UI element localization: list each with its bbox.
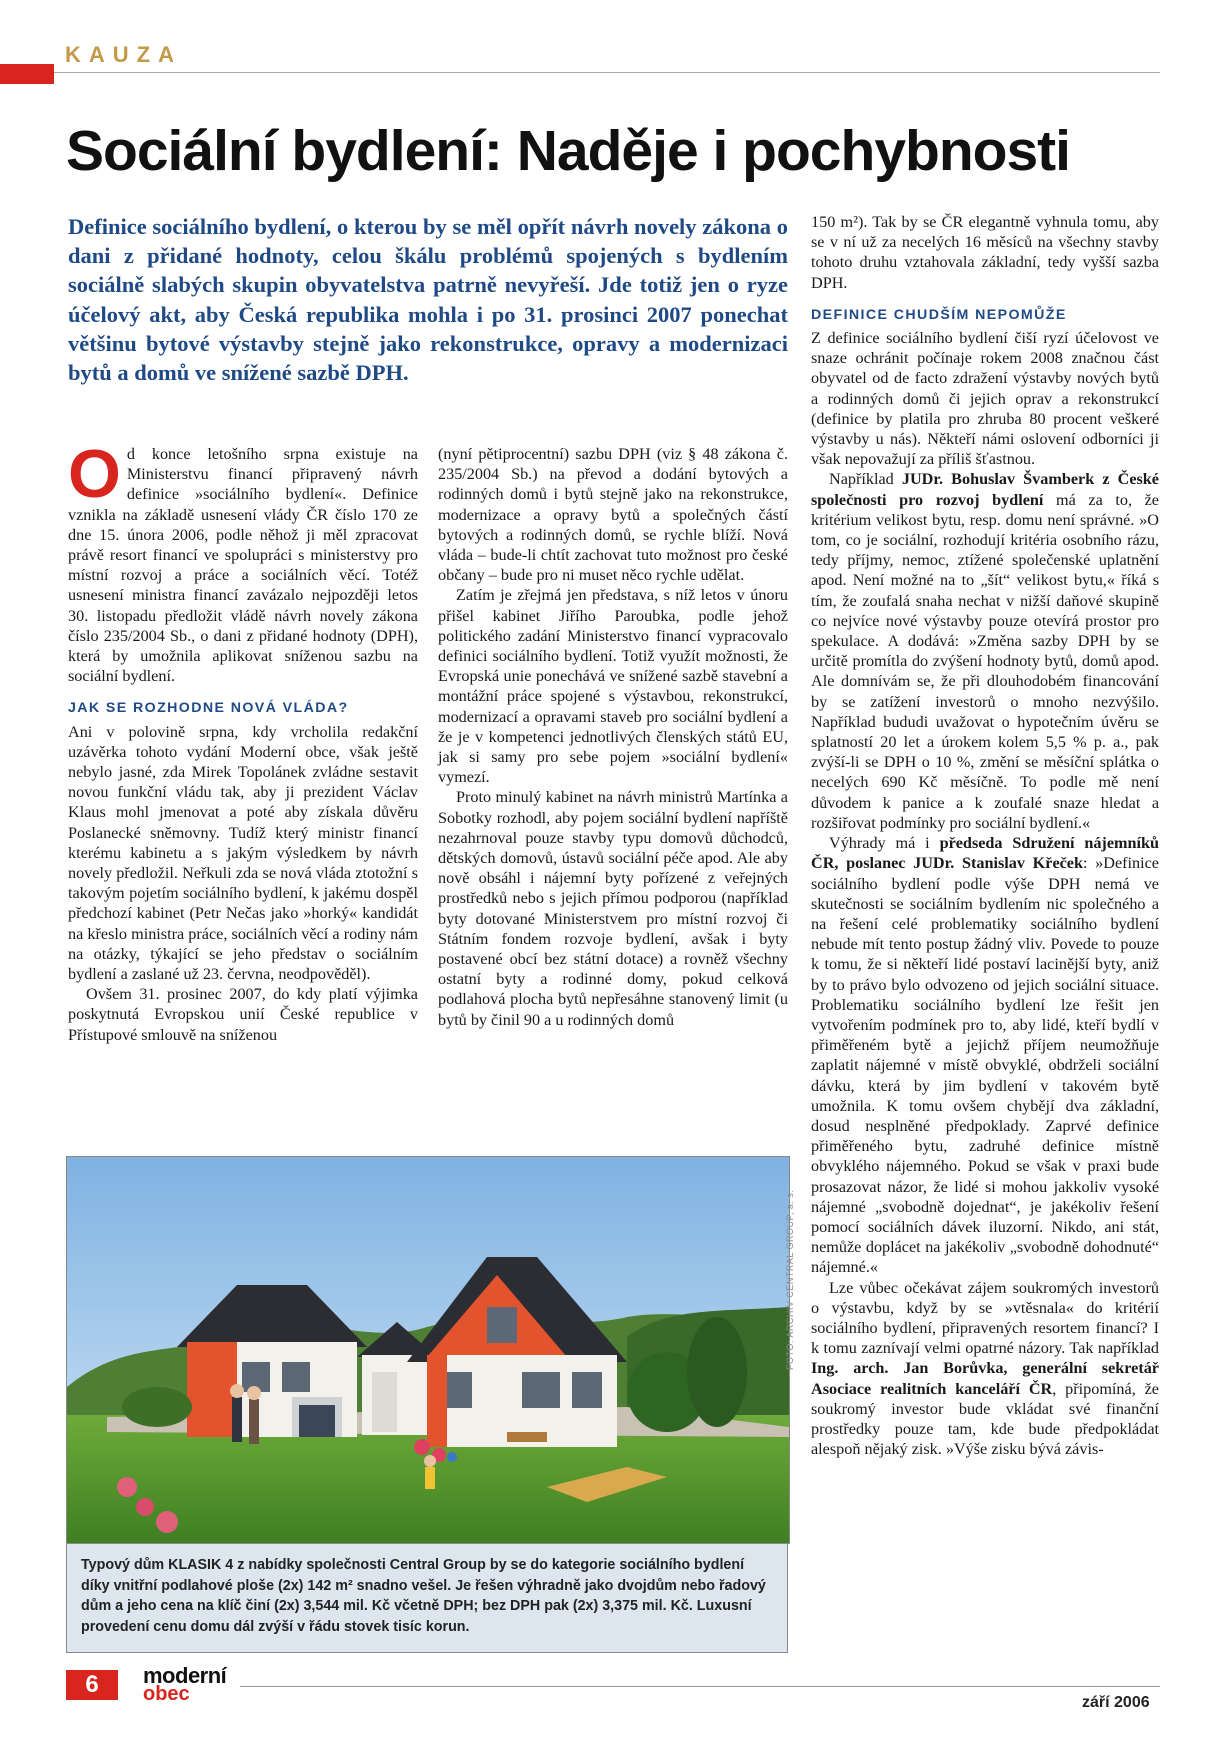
paragraph: 150 m²). Tak by se ČR elegantně vyhnula tomu, aby se v ní už za necelých 16 měsíců na všechny stavby tohoto druhu vztahovala základní, tedy vyšší sazba DPH. <box>811 213 1159 292</box>
paragraph: Například JUDr. Bohuslav Švamberk z České společnosti pro rozvoj bydlení má za to, že kritérium velikost bytu, resp. domu není správné. »O tom, co je sociální, rozhodují kritéria osobního rázu, tedy příjmy, nemoc, ztížené společenské uplatnění apod. Není možné na to „šít“ velikost bytu,« říká s tím, že zoufalá snaha nechat v nižší daňové skupině co nejvíce nové výstavby pouze otevírá prostor pro spekulace. A dodává: »Změna sazby DPH by se určitě promítla do zvýšení hodnoty bytů, domů apod. Ale domnívám se, že při dlouhodobém financování by se zatížení investorů o mnoho nezvýšilo. Například bududi uvažovat o hypotečním úvěru se splatností 20 let a úrokem kolem 5,5 % p. a., pak zvýší-li se DPH o 10 %, změní se měsíční splátka o necelých 690 Kč měsíčně. To podle mě není důvodem k panice a k zoufalé snaze hledat a rozšiřovat podmínky pro sociální bydlení.« <box>811 470 1159 832</box>
house-illustration <box>67 1157 789 1543</box>
paragraph: Ani v polovině srpna, kdy vrcholila redakční uzávěrka tohoto vydání Moderní obce, však ještě nebylo jasné, zda Mirek Topolánek zvládne sestavit novou funkční vládu tak, aby ji prezident Václav Klaus mohl jmenovat a poté aby získala důvěru Poslanecké sněmovny. Tudíž který ministr financí kterému kabinetu a s jakým výsledkem by návrh novely předložil. Neřkuli zda se nová vláda ztotožní s takovým pojetím sociálního bydlení, k jakému dospěl předchozí kabinet (Petr Nečas jako »horký« kandidát na křeslo ministra práce, sociálních věcí a rodiny nám na otázky, týkající se jeho představ o sociálním bydlení a zaslané už 23. června, neodpověděl). <box>68 722 418 984</box>
issue-date: září 2006 <box>1082 1694 1150 1711</box>
section-label: KAUZA <box>65 42 182 67</box>
section-color-mark <box>0 64 54 84</box>
paragraph: d konce letošního srpna existuje na Ministerstvu financí připravený návrh definice »sociálního bydlení«. Definice vznikla na základě usnesení vlády ČR číslo 170 ze dne 15. února 2006, podle něhož ji měl zpracovat právě resort financí ve spolupráci s ministerstvy pro místní rozvoj a práce a sociálních věcí. Totéž usnesení ministra financí zavázalo nejpozději letos 30. listopadu předložit vládě návrh novely zákona číslo 235/2004 Sb., o dani z přidané hodnoty (DPH), která by umožnila aplikovat sníženou sazbu na sociální bydlení. <box>68 445 418 686</box>
article-column-2 <box>438 444 788 1030</box>
photo-caption: Typový dům KLASIK 4 z nabídky společnosti Central Group by se do kategorie sociálního bydlení díky vnitřní podlahové ploše (2x) 142 m² snadno vešel. Je řešen výhradně jako dvojdům nebo řadový dům a jeho cena na klíč činí (2x) 3,544 mil. Kč včetně DPH; bez DPH pak (2x) 3,375 mil. Kč. Luxusní provedení cenu domu dál zvýší v řádu stovek tisíc korun. <box>66 1543 788 1653</box>
article-title: Sociální bydlení: Naděje i pochybnosti <box>66 119 1071 183</box>
section-heading: DEFINICE CHUDŠÍM NEPOMŮŽE <box>811 306 1067 323</box>
quoted-person: Ing. arch. Jan Borůvka, generální sekretář Asociace realitních kanceláří ČR <box>811 1359 1159 1398</box>
article-lead: Definice sociálního bydlení, o kterou by se měl opřít návrh novely zákona o dani z přidané hodnoty, celou škálu problémů spojených s bydlením sociálně slabých skupin obyvatelstva patrně nevyřeší. Jde totiž jen o ryze účelový akt, aby Česká republika mohla i po 31. prosinci 2007 ponechat většinu bytové výstavby stejně jako rekonstrukce, opravy a modernizaci bytů a domů ve snížené sazbě DPH. <box>68 214 788 386</box>
magazine-logo-line2: obec <box>143 1683 190 1705</box>
quoted-person: JUDr. Bohuslav Švamberk z České společnosti pro rozvoj bydlení <box>811 470 1159 509</box>
footer-rule <box>240 1686 1160 1687</box>
page-number: 6 <box>66 1670 118 1700</box>
quoted-person: předseda Sdružení nájemníků ČR, poslanec JUDr. Stanislav Křeček <box>811 834 1159 873</box>
article-column-1 <box>68 436 418 1045</box>
section-heading: JAK SE ROZHODNE NOVÁ VLÁDA? <box>68 700 349 717</box>
house-photo <box>66 1156 790 1544</box>
photo-credit: FOTO: ARCHIV CENTRAL GROUP, a. s. <box>785 1189 795 1370</box>
paragraph: Výhrady má i předseda Sdružení nájemníků ČR, poslanec JUDr. Stanislav Křeček: »Definice sociálního bydlení podle výše DPH nemá ve skutečnosti se sociálním bydlením nic společného a na řešení celé problematiky sociálního bydlení nebude mít tento postup žádný vliv. Povede to pouze k tomu, že si někteří lidé postaví lacinější byty, aniž by to právo bylo odvozeno od jejich sociální situace. Problematiku sociálního bydlení lze řešit jen vytvořením podmínek pro to, aby lidé, kteří bydlí v přiměřeném bytě a jejichž příjem neumožňuje zaplatit nájemné v místě obvyklé, obdrželi sociální dávku, která by jim bydlení v takovém bytě umožnila. K tomu ovšem chybějí dva základní, dosud nesplněné předpoklady. Zaprvé definice přiměřeného bytu, zadruhé definice místně obvyklého nájemného. Pokud se však v praxi bude prosazovat názor, že lidé si mohou jakkoliv vysoké nájemné „svobodně dojednat“, je jakékoliv řešení pomocí sociálních dávek iluzorní. Nikdo, ani stát, nemůže doplácet na jakékoliv „svobodně dohodnuté“ nájemné.« <box>811 834 1159 1277</box>
paragraph: Proto minulý kabinet na návrh ministrů Martínka a Sobotky rozhodl, aby pojem sociální bydlení napříště nezahrnoval pouze stavby typu domovů důchodců, dětských domovů, ústavů sociální péče apod. Ale aby nově obsáhl i nájemní byty pořízené z veřejných prostředků nebo s jejich přímou podporou (například byty dotované Ministerstvem pro místní rozvoj či Státním fondem rozvoje bydlení, avšak i byty postavené obcí bez státní dotace) a rovněž všechny ostatní byty a rodinné domy, pokud celková podlahová plocha bytů nepřesáhne stanovený limit (u bytů by činil 90 a u rodinných domů <box>438 788 788 1029</box>
drop-cap: O <box>68 436 121 512</box>
paragraph: (nyní pětiprocentní) sazbu DPH (viz § 48 zákona č. 235/2004 Sb.) na převod a dodání bytových a rodinných domů i bytů stejně jako na rekonstrukce, modernizace a opravy bytů a společných částí bytových a rodinných domů, se rychle blíží. Nová vláda – bude-li chtít zachovat tuto možnost pro české občany – bude pro ni muset něco rychle udělat. <box>438 445 788 585</box>
magazine-logo-line1: moderní <box>143 1663 227 1688</box>
paragraph: Ovšem 31. prosinec 2007, do kdy platí výjimka poskytnutá Evropskou unií České republice v Přístupové smlouvě na sníženou <box>68 985 418 1044</box>
header-rule <box>54 72 1160 73</box>
paragraph: Z definice sociálního bydlení čiší ryzí účelovost ve snaze ochránit počínaje rokem 2008 značnou část obyvatel od de facto zdražení výstavby nových bytů a rodinných domů či jejich oprav a rekonstrukcí (definice by platila pro zhruba 80 procent veškeré výstavby u nás). Někteří námi oslovení odborníci ji však nepovažují za příliš šťastnou. <box>811 329 1159 469</box>
paragraph: Lze vůbec očekávat zájem soukromých investorů o výstavbu, když by se »vtěsnala« do kritérií sociálního bydlení, připravených resortem financí? I k tomu zaznívají velmi opatrné názory. Tak například Ing. arch. Jan Borůvka, generální sekretář Asociace realitních kanceláří ČR, připomíná, že soukromý investor bude vkládat své finanční prostředky pouze tam, kde bude předpokládat alespoň nějaký zisk. »Výše zisku bývá závis- <box>811 1278 1159 1459</box>
paragraph: Zatím je zřejmá jen představa, s níž letos v únoru přišel kabinet Jiřího Paroubka, podle jehož politického zadání Ministerstvo financí vypracovalo definici sociálního bydlení. Totiž využít možnosti, že Evropská unie ponechává ve snížené sazbě stavební a montážní práce spojené s výstavbou, rekonstrukcí, modernizací a opravami staveb pro sociální bydlení a že je v kompetenci jednotlivých členských států EU, jak si samy pro sebe pojem »sociální bydlení« vymezí. <box>438 586 788 787</box>
article-column-3 <box>811 212 1159 1459</box>
